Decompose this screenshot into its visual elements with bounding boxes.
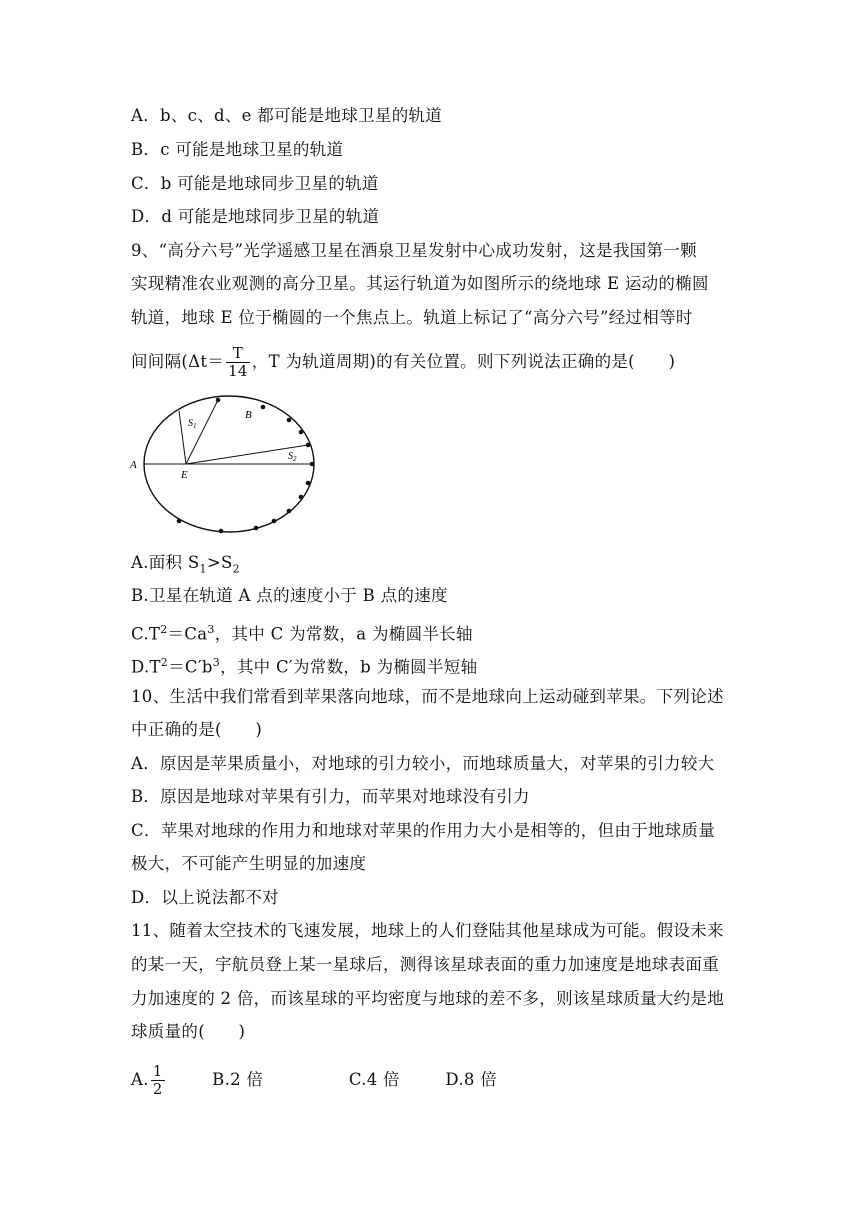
q9-option-b: B.卫星在轨道 A 点的速度小于 B 点的速度 [131,586,448,605]
q9-option-c [131,619,473,646]
q10-stem-line-2: 中正确的是( ) [131,720,263,739]
label-e: E [181,469,188,481]
position-dot [299,495,304,500]
radius-line-1 [179,411,186,464]
position-dot [299,430,304,435]
position-dot [287,509,292,514]
fraction-denominator: 2 [152,1080,163,1098]
q11-options [131,1063,497,1098]
q9-stem-line-4-post: ，T 为轨道周期)的有关位置。则下列说法正确的是( ) [251,352,676,371]
superscript: 3 [207,623,215,636]
position-dot [254,526,259,531]
q10-stem-line-1: 10、生活中我们常看到苹果落向地球，而不是地球向上运动碰到苹果。下列论述 [131,687,724,706]
q9-option-c-text: ，其中 C 为常数，a 为椭圆半长轴 [214,624,473,644]
q11-option-d: D.8 倍 [445,1070,498,1089]
fraction-denominator: 14 [228,362,248,380]
q9-stem-line-1: 9、“高分六号”光学遥感卫星在酒泉卫星发射中心成功发射，这是我国第一颗 [131,241,697,260]
position-dot [216,398,221,403]
label-s2: $S_2$ [288,451,297,463]
q9-stem-line-2: 实现精准农业观测的高分卫星。其运行轨道为如图所示的绕地球 E 运动的椭圆 [131,274,709,293]
q11-option-a-fraction [151,1063,165,1098]
position-dot [219,529,224,534]
position-dot [306,481,311,486]
q9-stem-line-4 [131,345,675,380]
q9-option-d-text: D.T [131,657,161,677]
q9-option-a-text: A.面积 S [131,553,200,572]
q11-stem-line-2: 的某一天，宇航员登上某一星球后，测得该星球表面的重力加速度是地球表面重 [131,955,719,974]
q9-stem-line-3: 轨道，地球 E 位于椭圆的一个焦点上。轨道上标记了“高分六号”经过相等时 [131,308,693,327]
ellipse-orbit-diagram [126,394,326,540]
q11-stem-line-3: 力加速度的 2 倍，而该星球的平均密度与地球的差不多，则该星球质量大约是地 [131,989,725,1008]
q11-option-c: C.4 倍 [348,1070,400,1089]
q9-option-d-text: ，其中 C′为常数，b 为椭圆半短轴 [220,657,478,677]
subscript: 2 [232,562,240,576]
q9-option-a-text: >S [206,553,233,572]
radius-line-2 [186,400,218,464]
label-b: B [245,409,252,421]
q9-option-c-text: ＝Ca [167,624,208,644]
superscript: 3 [212,656,221,669]
position-dot [306,443,311,448]
q11-option-b: B.2 倍 [212,1070,264,1089]
superscript: 2 [160,656,169,669]
q8-option-d: D．d 可能是地球同步卫星的轨道 [131,207,380,226]
q9-stem-line-4-pre: 间间隔(Δt＝ [131,352,225,371]
position-dot [177,519,182,524]
q11-option-a-label: A. [131,1070,149,1089]
q9-option-c-text: C.T [131,624,161,644]
position-dot [310,462,315,467]
superscript: 2 [160,623,168,636]
q9-option-a [131,552,240,580]
position-dot [287,418,292,423]
q8-option-b: B．c 可能是地球卫星的轨道 [131,140,344,159]
position-dot [272,519,277,524]
fraction-numerator: T [226,345,250,363]
q11-stem-line-1: 11、随着太空技术的飞速发展，地球上的人们登陆其他星球成为可能。假设未来 [131,921,724,940]
q9-option-d [131,652,477,679]
q9-time-fraction [226,345,250,380]
label-a: A [130,459,137,471]
position-dot [261,405,266,410]
q10-option-d: D．以上说法都不对 [131,888,279,907]
q11-option-a [131,1063,167,1098]
q8-option-c: C．b 可能是地球同步卫星的轨道 [131,174,379,193]
q10-option-c-line-1: C．苹果对地球的作用力和地球对苹果的作用力大小是相等的，但由于地球质量 [131,821,716,840]
label-s1: $S_1$ [188,418,197,430]
q9-option-d-text: ＝C′b [168,657,213,677]
q11-stem-line-4: 球质量的( ) [131,1022,246,1041]
subscript: 1 [199,562,207,576]
fraction-numerator: 1 [152,1062,163,1080]
q10-option-b: B．原因是地球对苹果有引力，而苹果对地球没有引力 [131,787,530,806]
q10-option-c-line-2: 极大，不可能产生明显的加速度 [131,854,367,873]
q10-option-a: A．原因是苹果质量小，对地球的引力较小，而地球质量大，对苹果的引力较大 [131,754,715,773]
q8-option-a: A．b、c、d、e 都可能是地球卫星的轨道 [131,106,443,125]
